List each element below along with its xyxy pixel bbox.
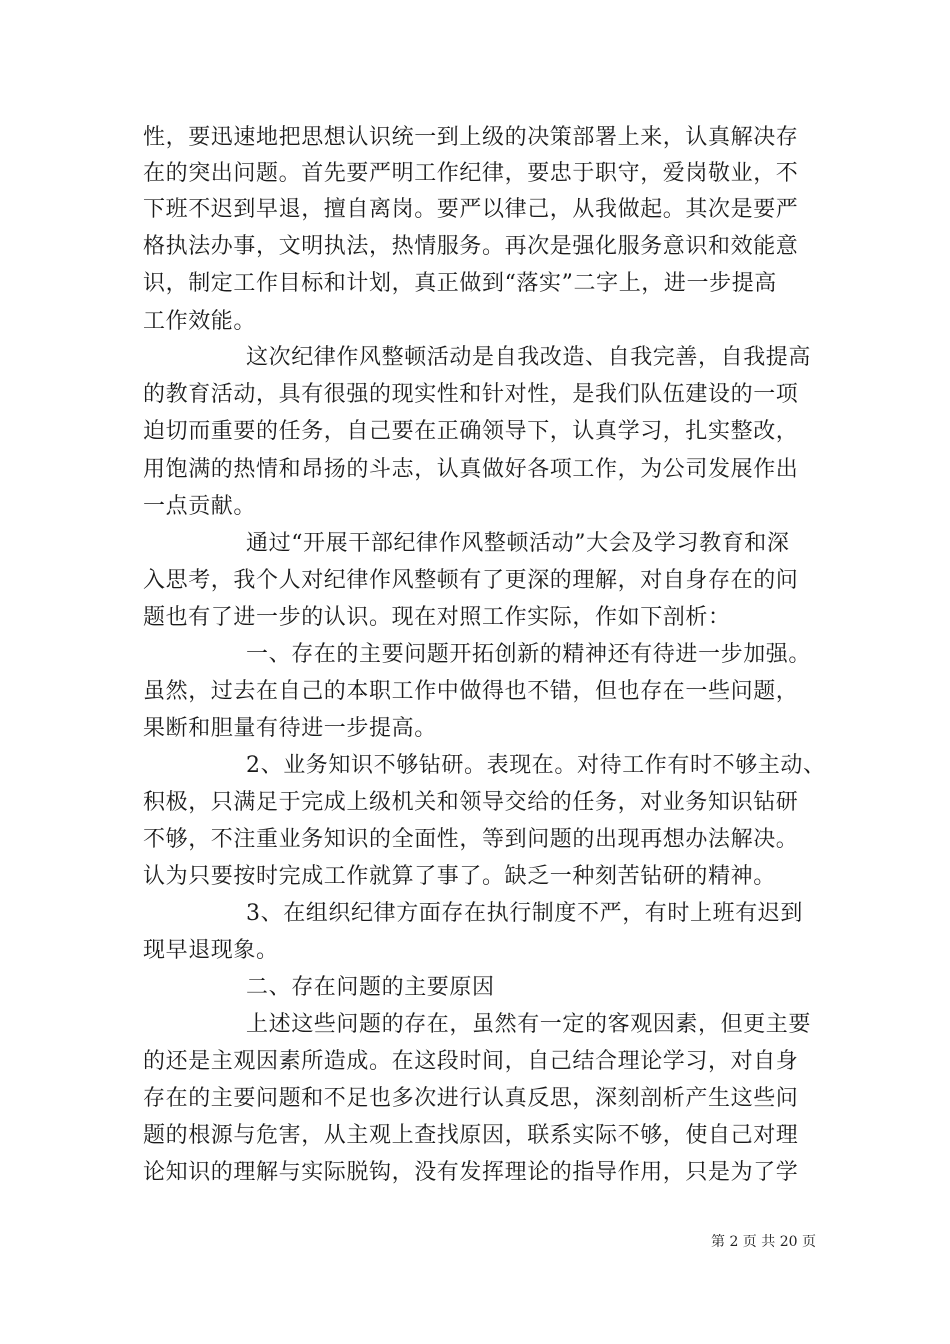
text-line: 认为只要按时完成工作就算了事了。缺乏一种刻苦钻研的精神。 <box>143 864 776 889</box>
text-line: 一点贡献。 <box>143 494 257 519</box>
text-line: 现早退现象。 <box>143 938 279 963</box>
text-line: 论知识的理解与实际脱钩，没有发挥理论的指导作用，只是为了学 <box>143 1160 799 1185</box>
text-line: 工作效能。 <box>143 309 257 334</box>
text-line: 果断和胆量有待进一步提高。 <box>143 716 437 741</box>
text-line: 用饱满的热情和昂扬的斗志，认真做好各项工作，为公司发展作出 <box>143 457 799 482</box>
paragraph-start-line: 通过“开展干部纪律作风整顿活动”大会及学习教育和深 <box>246 531 790 556</box>
text-line: 在的突出问题。首先要严明工作纪律，要忠于职守，爱岗敬业，不 <box>143 161 799 186</box>
page-number: 第 2 页 共 20 页 <box>711 1234 816 1250</box>
text-line: 虽然，过去在自己的本职工作中做得也不错，但也存在一些问题， <box>143 679 799 704</box>
section-heading: 二、存在问题的主要原因 <box>246 975 495 1000</box>
text-line: 识，制定工作目标和计划，真正做到“落实”二字上，进一步提高 <box>143 271 777 296</box>
paragraph-start-line: 2、业务知识不够钻研。表现在。对待工作有时不够主动、 <box>246 753 826 778</box>
text-line: 下班不迟到早退，擅自离岗。要严以律己，从我做起。其次是要严 <box>143 197 799 222</box>
text-line: 存在的主要问题和不足也多次进行认真反思，深刻剖析产生这些问 <box>143 1086 799 1111</box>
text-line: 积极，只满足于完成上级机关和领导交给的任务，对业务知识钻研 <box>143 790 799 815</box>
text-line: 题的根源与危害，从主观上查找原因，联系实际不够，使自己对理 <box>143 1123 799 1148</box>
paragraph-start-line: 一、存在的主要问题开拓创新的精神还有待进一步加强。 <box>246 642 812 667</box>
text-line: 性，要迅速地把思想认识统一到上级的决策部署上来，认真解决存 <box>143 125 799 150</box>
paragraph-start-line: 3、在组织纪律方面存在执行制度不严，有时上班有迟到 <box>246 901 803 926</box>
text-line: 入思考，我个人对纪律作风整顿有了更深的理解，对自身存在的问 <box>143 568 799 593</box>
paragraph-start-line: 这次纪律作风整顿活动是自我改造、自我完善，自我提高 <box>246 345 812 370</box>
text-line: 不够，不注重业务知识的全面性，等到问题的出现再想办法解决。 <box>143 827 799 852</box>
text-line: 的教育活动，具有很强的现实性和针对性，是我们队伍建设的一项 <box>143 382 799 407</box>
text-line: 的还是主观因素所造成。在这段时间，自己结合理论学习，对自身 <box>143 1049 799 1074</box>
text-line: 题也有了进一步的认识。现在对照工作实际，作如下剖析： <box>143 605 731 630</box>
text-line: 格执法办事，文明执法，热情服务。再次是强化服务意识和效能意 <box>143 234 799 259</box>
text-line: 迫切而重要的任务，自己要在正确领导下，认真学习，扎实整改， <box>143 419 799 444</box>
paragraph-start-line: 上述这些问题的存在，虽然有一定的客观因素，但更主要 <box>246 1012 812 1037</box>
